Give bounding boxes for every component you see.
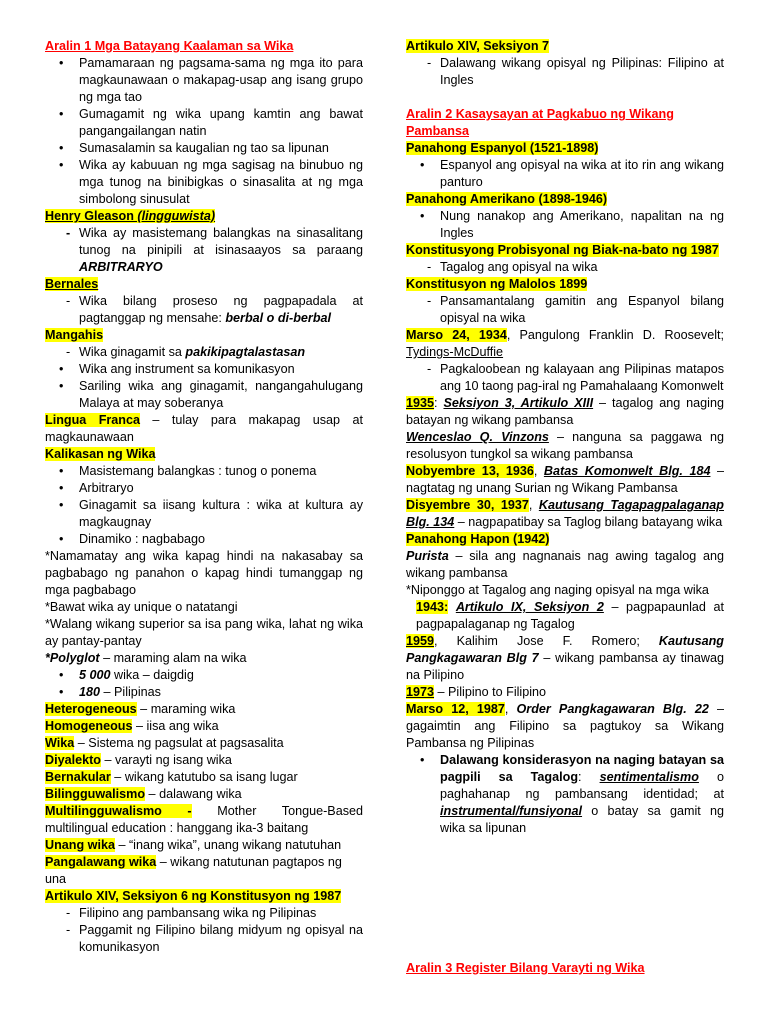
list-item: • Wika ang instrument sa komunikasyon [59, 362, 295, 376]
list-item: • Sariling wika ang ginagamit, nangangahulugang Malaya at may soberanya [59, 379, 363, 410]
list-item: - Dalawang wikang opisyal ng Pilipinas: Filipino at Ingles [427, 56, 724, 87]
term-definition: Pangalawang wika – wikang natutunan pagtapos ng una [45, 855, 342, 886]
hapon-heading: Panahong Hapon (1942) [406, 532, 550, 546]
term-definition: Homogeneous – iisa ang wika [45, 719, 219, 733]
term-definition: Diyalekto – varayti ng isang wika [45, 753, 232, 767]
list-item: • Gumagamit ng wika upang kamtin ang bawat pangangailangan natin [59, 107, 363, 138]
vinzons-entry: Wenceslao Q. Vinzons – nanguna sa paggawa ng resolusyon tungkol sa wikang pambansa [406, 430, 724, 461]
event-1935: 1935: Seksiyon 3, Artikulo XIII – tagalog ang naging batayan ng wikang pambansa [406, 396, 724, 427]
note: *Bawat wika ay unique o natatangi [45, 600, 238, 614]
list-item: - Wika bilang proseso ng pagpapadala at pagtanggap ng mensahe: berbal o di-berbal [66, 294, 363, 325]
term-definition: Multilingguwalismo - Mother Tongue-Based multilingual education : hanggang ika-3 baitang [45, 804, 363, 835]
malolos-heading: Konstitusyon ng Malolos 1899 [406, 277, 588, 291]
event-1943: 1943: Artikulo IX, Seksiyon 2 – pagpapaunlad at pagpapalaganap ng Tagalog [416, 600, 724, 631]
list-item: - Filipino ang pambansang wika ng Pilipinas [66, 906, 317, 920]
list-item: • Espanyol ang opisyal na wika at ito rin ang wikang panturo [420, 158, 724, 189]
polyglot-definition: *Polyglot – maraming alam na wika [45, 651, 247, 665]
note: *Namamatay ang wika kapag hindi na nakasabay sa pagbabago ng panahon o kapag hindi tumanggap ng mga pagbabago [45, 549, 363, 597]
aralin1-title: Aralin 1 Mga Batayang Kaalaman sa Wika [45, 39, 294, 53]
purista-entry: Purista – sila ang nagnanais nag awing tagalog ang wikang pambansa [406, 549, 724, 580]
list-item: • Pamamaraan ng pagsama-sama ng mga ito para magkaunawaan o makapag-usap ang isang grupo ng mga tao [59, 56, 363, 104]
gleason-heading: Henry Gleason (lingguwista) [45, 209, 216, 223]
mangahis-heading: Mangahis [45, 328, 104, 342]
event-1987: Marso 12, 1987, Order Pangkagawaran Blg. 22 – gagaimtin ang Filipino sa pagtukoy sa Wikang Pambansa ng Pilipinas [406, 702, 724, 750]
list-item: • Arbitraryo [59, 481, 134, 495]
list-item: • Dinamiko : nagbabago [59, 532, 206, 546]
event-1937: Disyembre 30, 1937, Kautusang Tagapagpalaganap Blg. 134 – nagpapatibay sa Taglog bilang batayang wika [406, 498, 724, 529]
term-definition: Heterogeneous – maraming wika [45, 702, 236, 716]
term-definition: Wika – Sistema ng pagsulat at pagsasalita [45, 736, 284, 750]
right-column [406, 38, 724, 837]
list-item: • Ginagamit sa iisang kultura : wika at kultura ay magkaugnay [59, 498, 363, 529]
list-item: • Nung nanakop ang Amerikano, napalitan na ng Ingles [420, 209, 724, 240]
amerikano-heading: Panahong Amerikano (1898-1946) [406, 192, 608, 206]
list-item: • Dalawang konsiderasyon na naging batayan sa pagpili sa Tagalog: sentimentalismo o paghahanap ng pambansang identidad; at instrumental/funsiyonal o batay sa gamit ng wika sa lipunan [420, 753, 724, 835]
bernales-heading: Bernales [45, 277, 99, 291]
left-column [45, 38, 363, 956]
list-item: • 180 – Pilipinas [59, 685, 161, 699]
event-1936: Nobyembre 13, 1936, Batas Komonwelt Blg. 184 – nagtatag ng unang Surian ng Wikang Pambansa [406, 464, 724, 495]
list-item: • Wika ay kabuuan ng mga sagisag na binubuo ng mga tunog na binibigkas o sinasalita at ng mga simbolong sinusulat [59, 158, 363, 206]
event-1934: Marso 24, 1934, Pangulong Franklin D. Roosevelt; Tydings-McDuffie [406, 328, 724, 359]
artikulo6-heading: Artikulo XIV, Seksiyon 6 ng Konstitusyon ng 1987 [45, 889, 342, 903]
list-item: • Masistemang balangkas : tunog o ponema [59, 464, 317, 478]
note: *Walang wikang superior sa isa pang wika, lahat ng wika ay pantay-pantay [45, 617, 363, 648]
kalikasan-heading: Kalikasan ng Wika [45, 447, 156, 461]
list-item: - Pansamantalang gamitin ang Espanyol bilang opisyal na wika [427, 294, 724, 325]
event-1959: 1959, Kalihim Jose F. Romero; Kautusang Pangkagawaran Blg 7 – wikang pambansa ay tinawag na Pilipino [406, 634, 724, 682]
aralin3-title: Aralin 3 Register Bilang Varayti ng Wika [406, 961, 645, 975]
list-item: - Tagalog ang opisyal na wika [427, 260, 598, 274]
list-item: - Pagkaloobean ng kalayaan ang Pilipinas matapos ang 10 taong pag-iral ng Pamahalaang Komonwelt [427, 362, 724, 393]
list-item: • Sumasalamin sa kaugalian ng tao sa lipunan [59, 141, 329, 155]
note: *Niponggo at Tagalog ang naging opisyal na mga wika [406, 583, 709, 597]
term-definition: Bernakular – wikang katutubo sa isang lugar [45, 770, 298, 784]
biak-heading: Konstitusyong Probisyonal ng Biak-na-bato ng 1987 [406, 243, 719, 257]
lingua-franca-definition: Lingua Franca – tulay para makapag usap at magkaunawaan [45, 413, 363, 444]
term-definition: Bilingguwalismo – dalawang wika [45, 787, 242, 801]
espanyol-heading: Panahong Espanyol (1521-1898) [406, 141, 599, 155]
aralin2-title: Aralin 2 Kasaysayan at Pagkabuo ng Wikang Pambansa [406, 107, 674, 138]
event-1973: 1973 – Pilipino to Filipino [406, 685, 547, 699]
spacer [406, 89, 724, 106]
term-definition: Unang wika – “inang wika”, unang wikang natutuhan [45, 838, 342, 852]
list-item: • 5 000 wika – daigdig [59, 668, 194, 682]
artikulo7-heading: Artikulo XIV, Seksiyon 7 [406, 39, 550, 53]
list-item: - Wika ginagamit sa pakikipagtalastasan [66, 345, 306, 359]
list-item: - Wika ay masistemang balangkas na sinasalitang tunog na pinipili at isinasaayos sa paraang ARBITRARYO [66, 226, 363, 274]
list-item: - Paggamit ng Filipino bilang midyum ng opisyal na komunikasyon [66, 923, 363, 954]
